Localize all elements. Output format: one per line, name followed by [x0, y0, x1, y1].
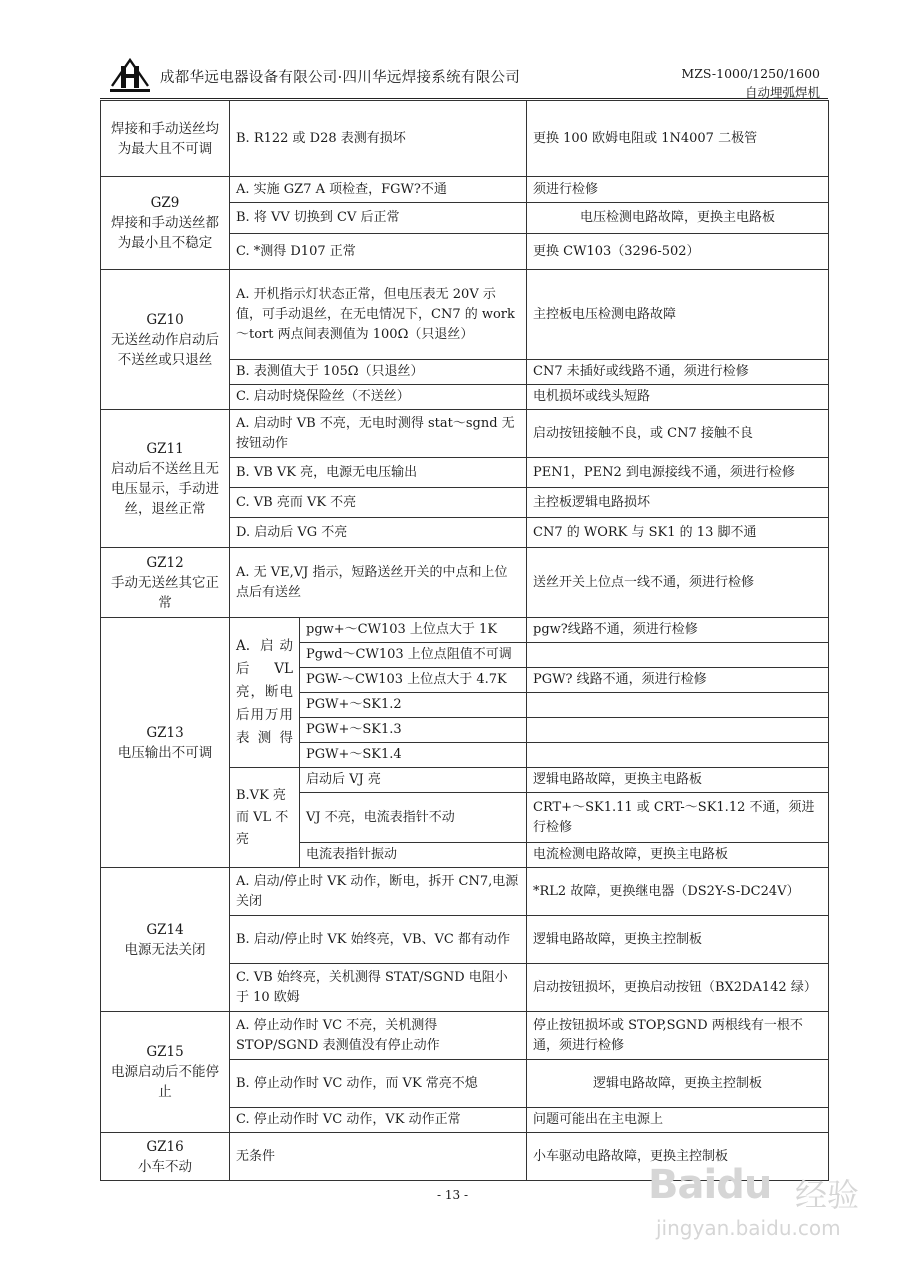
condition-cell: B. 将 VV 切换到 CV 后正常: [230, 203, 527, 234]
solution-cell: CN7 的 WORK 与 SK1 的 13 脚不通: [527, 518, 829, 548]
solution-cell: 更换 100 欧姆电阻或 1N4007 二极管: [527, 101, 829, 177]
fault-code: GZ16: [146, 1138, 184, 1155]
page-header: [100, 54, 820, 98]
solution-cell: [527, 643, 829, 668]
fault-cell: [101, 177, 230, 270]
fault-code: GZ15: [146, 1044, 184, 1060]
solution-cell: 主控板逻辑电路损坏: [527, 488, 829, 518]
solution-cell: pgw?线路不通，须进行检修: [527, 618, 829, 643]
fault-description: 无送丝动作启动后不送丝或只退丝: [111, 331, 219, 368]
solution-cell: *RL2 故障，更换继电器（DS2Y-S-DC24V）: [527, 868, 829, 916]
table-row: [101, 101, 829, 177]
page-number: - 13 -: [436, 1188, 468, 1202]
table-row: [101, 868, 829, 916]
solution-cell: 送丝开关上位点一线不通，须进行检修: [527, 548, 829, 618]
solution-cell: 更换 CW103（3296-502）: [527, 234, 829, 270]
solution-cell: 小车驱动电路故障，更换主控制板: [527, 1133, 829, 1181]
condition-cell: C. 停止动作时 VC 动作，VK 动作正常: [230, 1108, 527, 1133]
solution-cell: 逻辑电路故障，更换主电路板: [527, 768, 829, 793]
fault-description: 手动无送丝其它正常: [111, 574, 219, 611]
solution-cell: [527, 693, 829, 718]
solution-cell: CN7 未插好或线路不通，须进行检修: [527, 360, 829, 385]
condition-cell: B. VB VK 亮，电源无电压输出: [230, 458, 527, 488]
company-name: 成都华远电器设备有限公司·四川华远焊接系统有限公司: [160, 70, 521, 86]
fault-cell: [101, 270, 230, 410]
fault-cell: [101, 868, 230, 1012]
solution-cell: 停止按钮损坏或 STOP,SGND 两根线有一根不通，须进行检修: [527, 1012, 829, 1060]
watermark-jingyan: 经验: [795, 1176, 860, 1214]
condition-cell: D. 启动后 VG 不亮: [230, 518, 527, 548]
condition-cell: A. 开机指示灯状态正常，但电压表无 20V 示值，可手动退丝，在无电情况下，CN7 的 work～tort 两点间表测值为 100Ω（只退丝）: [230, 270, 527, 360]
fault-description: 焊接和手动送丝都为最小且不稳定: [111, 215, 219, 251]
fault-description: 电源无法关闭: [124, 941, 206, 958]
condition-cell: PGW-～CW103 上位点大于 4.7K: [300, 668, 527, 693]
solution-cell: 启动按钮接触不良，或 CN7 接触不良: [527, 410, 829, 458]
condition-cell: PGW+～SK1.3: [300, 718, 527, 743]
watermark: [648, 1158, 878, 1250]
condition-cell: B. R122 或 D28 表测有损坏: [230, 101, 527, 177]
condition-cell: C. VB 始终亮，关机测得 STAT/SGND 电阻小于 10 欧姆: [230, 964, 527, 1012]
condition-cell: C. *测得 D107 正常: [230, 234, 527, 270]
solution-cell: [527, 743, 829, 768]
condition-cell: A. 启动时 VB 不亮，无电时测得 stat～sgnd 无按钮动作: [230, 410, 527, 458]
condition-cell: B. 启动/停止时 VK 始终亮，VB、VC 都有动作: [230, 916, 527, 964]
solution-cell: [527, 718, 829, 743]
model-number: MZS-1000/1250/1600: [681, 66, 820, 81]
fault-code: GZ12: [146, 554, 184, 571]
condition-cell: A. 启动/停止时 VK 动作，断电，拆开 CN7,电源关闭: [230, 868, 527, 916]
fault-cell: [101, 618, 230, 868]
fault-code: GZ10: [146, 311, 184, 328]
fault-description: 电压输出不可调: [117, 744, 213, 761]
condition-cell: PGW+～SK1.2: [300, 693, 527, 718]
solution-cell: 电压检测电路故障，更换主电路板: [527, 203, 829, 234]
condition-cell: pgw+～CW103 上位点大于 1K: [300, 618, 527, 643]
fault-cell: [101, 1133, 230, 1181]
doc-subtitle: 自动埋弧焊机: [744, 85, 820, 100]
fault-cell: [101, 1012, 230, 1133]
table-row: [101, 270, 829, 360]
condition-cell: A. 停止动作时 VC 不亮，关机测得 STOP/SGND 表测值没有停止动作: [230, 1012, 527, 1060]
watermark-logo: Baidu: [648, 1162, 772, 1208]
table-row: [101, 177, 829, 203]
condition-cell: C. VB 亮而 VK 不亮: [230, 488, 527, 518]
condition-cell: A. 无 VE,VJ 指示，短路送丝开关的中点和上位点后有送丝: [230, 548, 527, 618]
condition-group-b: B.VK 亮而 VL 不亮: [230, 768, 300, 868]
fault-description: 启动后不送丝且无电压显示，手动进丝，退丝正常: [111, 460, 219, 517]
condition-cell: VJ 不亮，电流表指针不动: [300, 793, 527, 843]
table-row: [101, 548, 829, 618]
solution-cell: 逻辑电路故障，更换主控制板: [527, 1060, 829, 1108]
condition-group-a: A. 启动后 VL 亮，断电后用万用表测得: [230, 618, 300, 768]
fault-cell: 焊接和手动送丝均为最大且不可调: [101, 101, 230, 177]
fault-table: [100, 100, 829, 1181]
solution-cell: 电机损坏或线头短路: [527, 385, 829, 410]
fault-code: GZ9: [150, 195, 180, 211]
fault-code: GZ13: [146, 724, 184, 741]
condition-cell: PGW+～SK1.4: [300, 743, 527, 768]
solution-cell: 电流检测电路故障，更换主电路板: [527, 843, 829, 868]
fault-cell: [101, 410, 230, 548]
solution-cell: PGW? 线路不通，须进行检修: [527, 668, 829, 693]
table-row: [101, 618, 829, 643]
solution-cell: 启动按钮损坏，更换启动按钮（BX2DA142 绿）: [527, 964, 829, 1012]
solution-cell: PEN1，PEN2 到电源接线不通，须进行检修: [527, 458, 829, 488]
condition-cell: B. 停止动作时 VC 动作，而 VK 常亮不熄: [230, 1060, 527, 1108]
watermark-url: jingyan.baidu.com: [656, 1216, 841, 1240]
solution-cell: 主控板电压检测电路故障: [527, 270, 829, 360]
condition-cell: 电流表指针振动: [300, 843, 527, 868]
fault-cell: [101, 548, 230, 618]
condition-cell: A. 实施 GZ7 A 项检查，FGW?不通: [230, 177, 527, 203]
condition-cell: 无条件: [230, 1133, 527, 1181]
fault-code: GZ11: [146, 440, 184, 457]
fault-description: 小车不动: [138, 1158, 192, 1175]
solution-cell: 逻辑电路故障，更换主控制板: [527, 916, 829, 964]
condition-cell: C. 启动时烧保险丝（不送丝）: [230, 385, 527, 410]
table-row: [101, 410, 829, 458]
company-logo-icon: [108, 56, 152, 96]
fault-description: 电源启动后不能停止: [111, 1064, 219, 1100]
condition-cell: Pgwd～CW103 上位点阻值不可调: [300, 643, 527, 668]
solution-cell: 须进行检修: [527, 177, 829, 203]
header-rule: [100, 98, 828, 99]
solution-cell: 问题可能出在主电源上: [527, 1108, 829, 1133]
condition-cell: 启动后 VJ 亮: [300, 768, 527, 793]
table-row: [101, 1012, 829, 1060]
condition-cell: B. 表测值大于 105Ω（只退丝）: [230, 360, 527, 385]
fault-code: GZ14: [146, 921, 184, 938]
solution-cell: CRT+～SK1.11 或 CRT-～SK1.12 不通，须进行检修: [527, 793, 829, 843]
